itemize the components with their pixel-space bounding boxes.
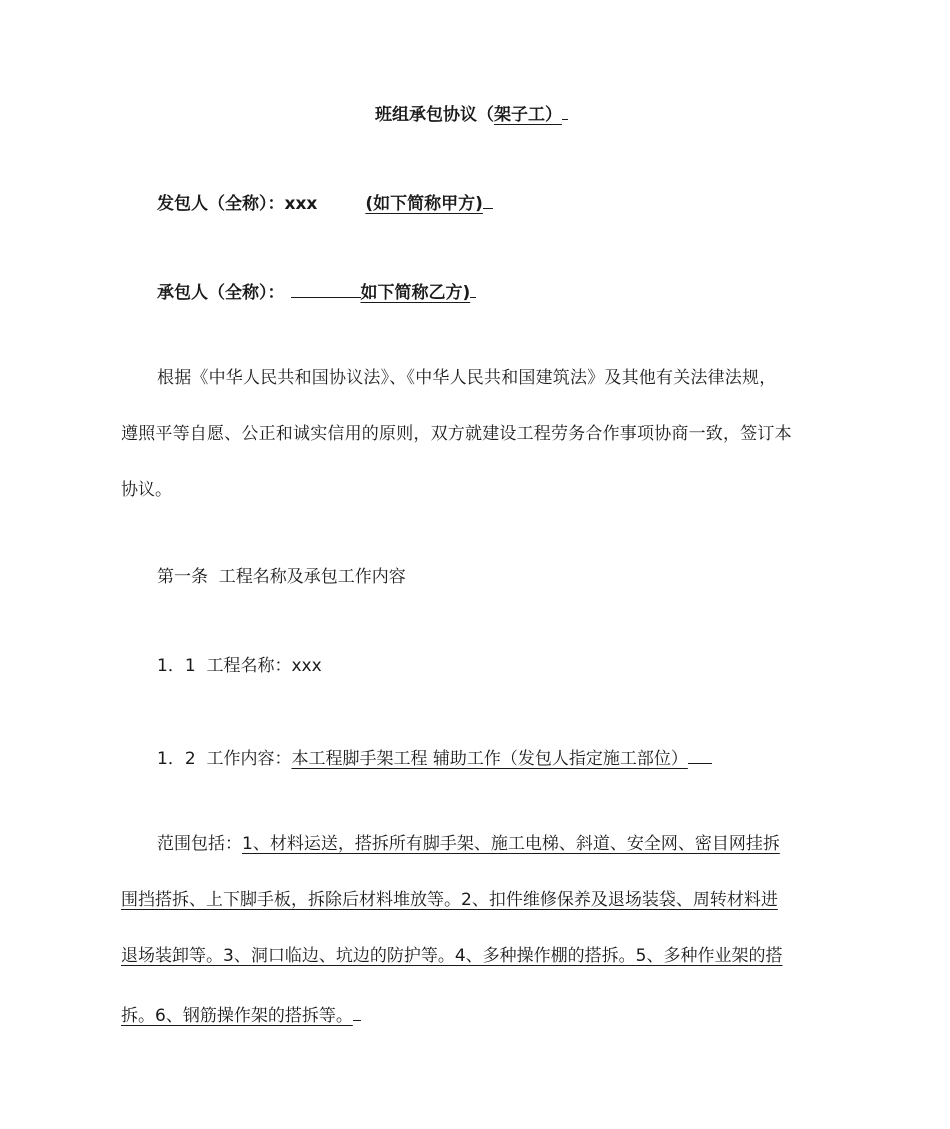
item-1-2-value: 本工程脚手架工程 辅助工作（发包人指定施工部位） [291, 749, 688, 769]
item-1-1-label: 1．1 工程名称： [157, 656, 292, 676]
party-a-line [157, 188, 493, 216]
title-underlined-text: 架子工） [494, 105, 562, 125]
party-a-name: xxx [284, 194, 318, 214]
item-1-2-label: 1．2 工作内容： [157, 749, 292, 769]
scope-line-3 [121, 944, 782, 968]
scope-text-4: 拆。6、钢筋操作架的搭拆等。 [121, 1006, 353, 1026]
scope-text-2: 围挡搭拆、上下脚手板，拆除后材料堆放等。2、扣件维修保养及退场装袋、周转材料进 [121, 890, 778, 910]
scope-line-1 [157, 832, 780, 856]
intro-text-1: 根据《中华人民共和国协议法》、《中华人民共和国建筑法》及其他有关法律法规， [157, 368, 777, 388]
scope-line-4 [121, 1000, 361, 1028]
party-a-underline-tail [483, 188, 493, 209]
party-b-line [157, 277, 476, 305]
scope-text-1: 1、材料运送，搭拆所有脚手架、施工电梯、斜道、安全网、密目网挂拆 [242, 834, 780, 854]
article-1-heading [157, 565, 406, 589]
document-title [375, 99, 568, 127]
item-1-1-value: xxx [291, 656, 322, 676]
item-1-2-underline-tail [688, 743, 712, 764]
party-b-blank [291, 277, 361, 298]
scope-underline-tail [353, 1000, 361, 1021]
article-1-heading-text: 第一条 工程名称及承包工作内容 [157, 567, 406, 587]
party-b-note: 如下简称乙方) [360, 283, 471, 303]
scope-text-3: 退场装卸等。3、洞口临边、坑边的防护等。4、多种操作棚的搭拆。5、多种作业架的搭 [121, 946, 783, 966]
party-b-label: 承包人（全称）： [157, 283, 285, 303]
party-a-note: (如下简称甲方) [365, 194, 483, 214]
item-1-2 [157, 743, 712, 771]
scope-label: 范围包括： [157, 834, 242, 854]
intro-line-3 [121, 478, 172, 502]
title-text: 班组承包协议（ [375, 105, 494, 125]
intro-line-2 [121, 422, 792, 446]
party-a-label: 发包人（全称）： [157, 194, 285, 214]
intro-text-2: 遵照平等自愿、公正和诚实信用的原则，双方就建设工程劳务合作事项协商一致，签订本 [121, 424, 792, 444]
intro-line-1 [157, 366, 829, 390]
scope-line-2 [121, 888, 778, 912]
item-1-1 [157, 654, 322, 678]
intro-text-3: 协议。 [121, 480, 172, 500]
title-underline-tail [562, 99, 568, 120]
party-b-underline-tail [470, 277, 476, 298]
